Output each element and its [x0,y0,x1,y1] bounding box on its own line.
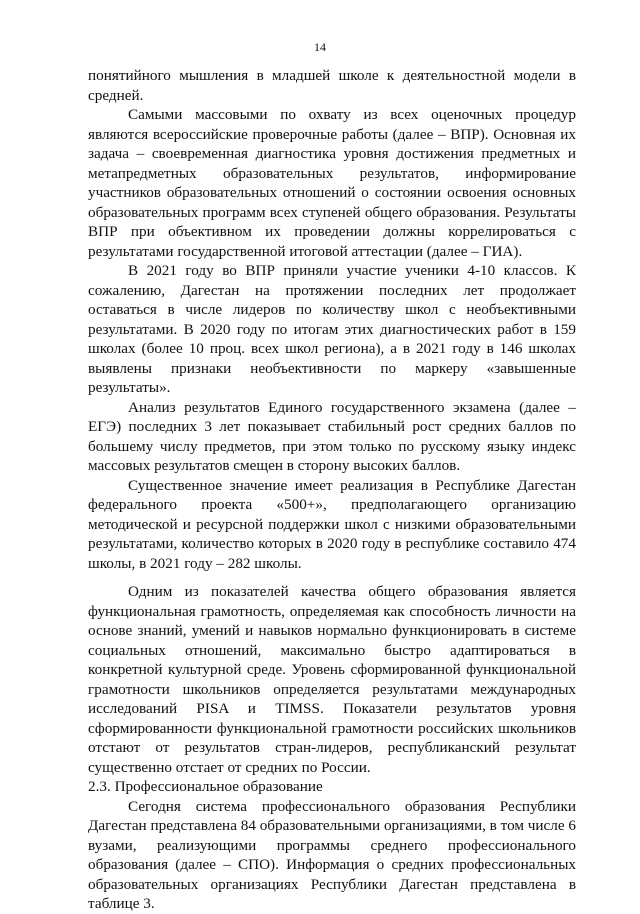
paragraph-professional-education: Сегодня система профессионального образования Республики Дагестан представлена 84 образовательными организациями, в том числе 6 вузами, реализующими программы среднего профессионального образования (далее – СПО). Информация о средних профессиональных образовательных организациях Республики Дагестан представлена в таблице 3. [88,797,577,912]
paragraph-continuation: понятийного мышления в младшей школе к деятельностной модели в средней. [88,67,576,104]
document-body [88,66,576,914]
paragraph-vpr-2021: В 2021 году во ВПР приняли участие ученики 4-10 классов. К сожалению, Дагестан на протяжении последних лет продолжает оставаться в числе лидеров по количеству школ с необъективными результатами. В 2020 году по итогам этих диагностических работ в 159 школах (более 10 проц. всех школ региона), а в 2021 году в 146 школах выявлены признаки необъективности по маркеру «завышенные результаты». [88,262,576,396]
paragraph-vpr: Самыми массовыми по охвату из всех оценочных процедур являются всероссийские проверочные работы (далее – ВПР). Основная их задача – своевременная диагностика уровня достижения предметных и метапредметных образовательных результатов, информирование участников образовательных отношений о состоянии освоения основных образовательных программ всех ступеней общего образования. Результаты ВПР при объективном их проведении должны коррелироваться с результатами государственной итоговой аттестации (далее – ГИА). [88,106,576,260]
paragraph-project-500: Существенное значение имеет реализация в Республике Дагестан федерального проекта «500+», предполагающего организацию методической и ресурсной поддержки школ с низкими образовательными результатами, количество которых в 2020 году в республике составило 474 школы, в 2021 году – 282 школы. [88,476,576,572]
section-heading: 2.3. Профессиональное образование [88,778,323,795]
paragraph-functional-literacy: Одним из показателей качества общего образования является функциональная грамотность, определяемая как способность личности на основе знаний, умений и навыков нормально функционировать в системе социальных отношений, максимально быстро адаптироваться в конкретной культурной среде. Уровень сформированной функциональной грамотности школьников определяется результатами международных исследований PISA и TIMSS. Показатели результатов уровня сформированности функциональной грамотности российских школьников отстают от результатов стран-лидеров, республиканский результат существенно отстает от средних по России. [88,583,576,776]
page-number: 14 [314,40,326,54]
paragraph-ege: Анализ результатов Единого государственного экзамена (далее – ЕГЭ) последних 3 лет показывает стабильный рост средних баллов по большему числу предметов, при этом только по русскому языку индекс массовых результатов смещен в сторону высоких баллов. [88,398,576,474]
